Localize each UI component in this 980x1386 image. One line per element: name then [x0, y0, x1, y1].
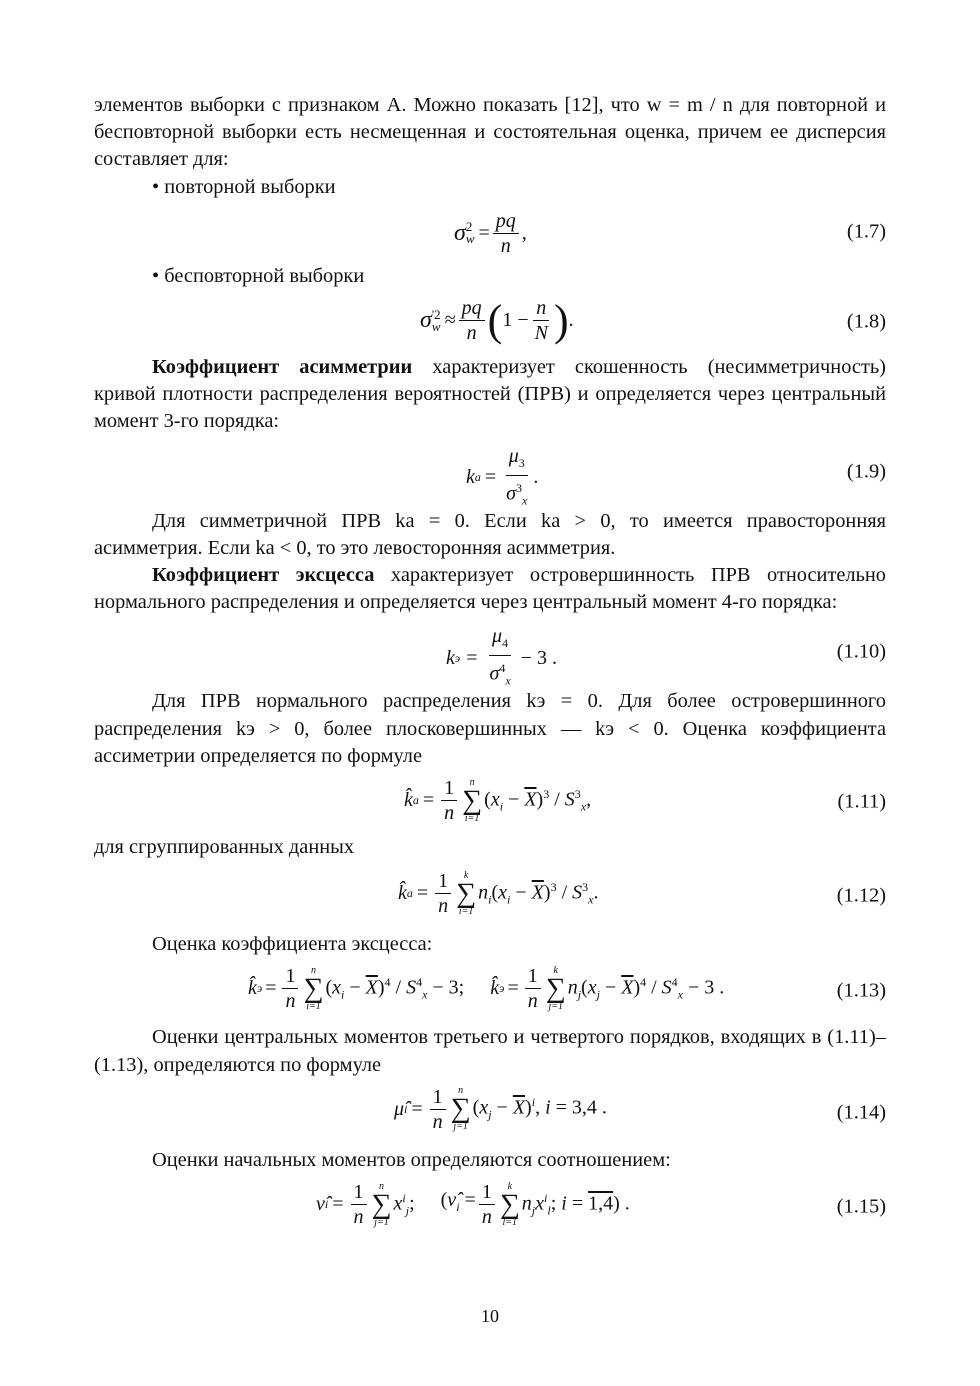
formula-1-11: k̂ a = $\frac{1}{n}$ n ∑ i=1 $(x_i - \overline{X})^3 / S^3_x$, [404, 776, 592, 825]
formula-1-9: k a = $\frac{\mu_3}{\sigma^3_x}$ . [466, 444, 539, 508]
kurtosis-text: характеризует островершинность ПРВ относительно нормального распределения и определяется через центральный момент 4-го порядка: [94, 564, 886, 614]
page-content [94, 92, 886, 1240]
paragraph-symmetric: Для симметричной ПРВ kа = 0. Если kа > 0, то имеется правосторонняя асимметрия. Если kа < 0, то это левосторонняя асимметрия. [94, 509, 886, 559]
formula-1-13: k̂ э = $\frac{1}{n}$ n ∑ i=1 $(x_i - \overline{X})^4 / S^4_x - 3$; k̂ э = $\frac{1}{n}$ k ∑ j=1 $n_j(x_j - \overline{X})^4 / S^4_x - 3$ . [248, 964, 725, 1013]
equation-1-13 [94, 958, 886, 1024]
equation-1-14 [94, 1079, 886, 1147]
asymmetry-text: характеризует скошенность (несимметричность) кривой плотности распределения вероятностей (ПРВ) и определяется через центральный момент 3-го порядка: [94, 356, 886, 433]
term-kurtosis: Коэффициент эксцесса [152, 564, 375, 587]
formula-1-8: σ '2 w ≈ $\frac{pq}{n}$ ( 1 − $\frac{n}{N}$ ) . [420, 295, 574, 345]
equation-number: (1.14) [836, 1101, 886, 1124]
term-asymmetry: Коэффициент асимметрии [152, 356, 413, 379]
equation-number: (1.7) [846, 220, 886, 243]
equation-number: (1.12) [836, 884, 886, 907]
page-number: 10 [481, 1306, 499, 1326]
equation-number: (1.11) [837, 790, 886, 813]
paragraph-asymmetry [94, 354, 886, 436]
paragraph-kurtosis [94, 562, 886, 616]
equation-1-8 [94, 290, 886, 354]
equation-number: (1.9) [846, 460, 886, 483]
paragraph-central-moments: Оценки центральных моментов третьего и четвертого порядков, входящих в (1.11)–(1.13), определяются по формуле [94, 1026, 886, 1076]
equation-number: (1.8) [846, 310, 886, 333]
equation-number: (1.13) [836, 979, 886, 1002]
equation-1-10 [94, 616, 886, 688]
equation-1-9 [94, 436, 886, 508]
formula-1-14: μ̂ i = $\frac{1}{n}$ n ∑ j=1 $(x_j - \overline{X})^i$, i = 3,4 . [394, 1085, 607, 1133]
paragraph-initial-moments: Оценки начальных моментов определяются соотношением: [152, 1148, 671, 1171]
bullet-repeated-sample: • повторной выборки [152, 175, 336, 198]
equation-1-15 [94, 1174, 886, 1240]
equation-1-12 [94, 861, 886, 931]
formula-1-7: σ 2 w = $\frac{pq}{n}$ , [454, 209, 527, 257]
paragraph-kurtosis-estimate: Оценка коэффициента эксцесса: [152, 933, 433, 956]
paragraph-normal: Для ПРВ нормального распределения kэ = 0. Для более островершинного распределения kэ > 0, более плосковершинных — kэ < 0. Оценка коэффициента ассиметрии определяется по формуле [94, 690, 886, 767]
paragraph-intro: элементов выборки с признаком A. Можно показать [12], что w = m / n для повторной и бесповторной выборки есть несмещенная и состоятельная оценка, причем ее дисперсия составляет для: [94, 94, 886, 171]
equation-number: (1.15) [836, 1195, 886, 1218]
formula-1-15: ν̂ i = $\frac{1}{n}$ n ∑ j=1 $x^i_j$; ($\nû_i$ = $\frac{1}{n}$ k ∑ l=1 $n_jx^i_l$; i = 1,4) . [316, 1180, 630, 1229]
equation-1-7 [94, 201, 886, 263]
equation-number: (1.10) [836, 640, 886, 663]
equation-1-11 [94, 770, 886, 834]
formula-1-12: k̂ a = $\frac{1}{n}$ k ∑ i=1 $n_i(x_i - \overline{X})^3 / S^3_x$. [398, 869, 599, 918]
formula-1-10: k э = $\frac{\mu_4}{\sigma^4_x}$ − 3 . [446, 625, 557, 689]
bullet-nonrepeated-sample: • бесповторной выборки [152, 264, 365, 287]
paragraph-grouped: для сгруппированных данных [94, 836, 355, 859]
